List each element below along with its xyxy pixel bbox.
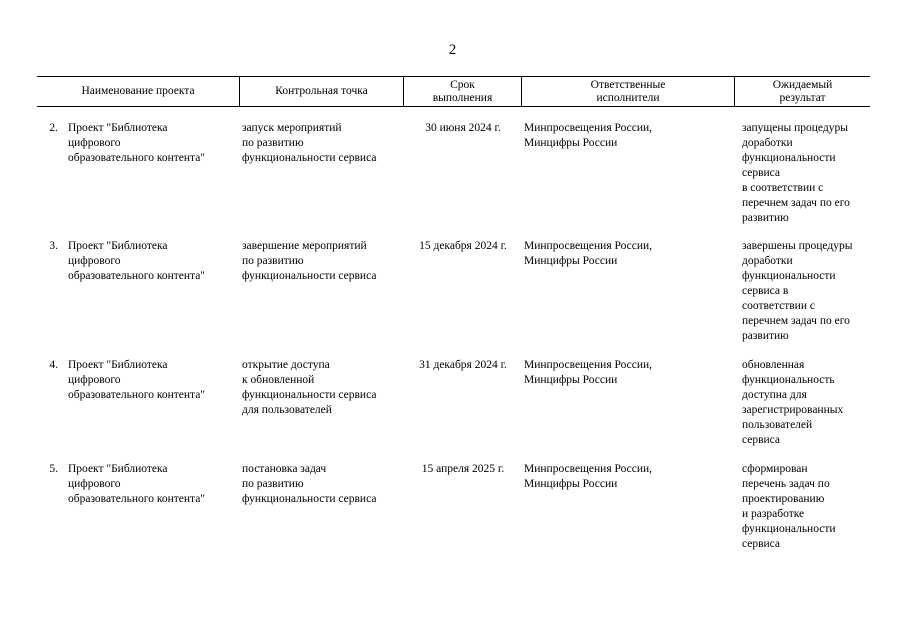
row-deadline: 30 июня 2024 г. (425, 122, 501, 134)
row-checkpoint: завершение мероприятий по развитию функциональности сервиса (242, 240, 377, 282)
header-executors: Ответственные исполнители (522, 77, 735, 106)
header-checkpoint: Контрольная точка (240, 77, 404, 106)
table-header (37, 77, 870, 106)
row-number: 4. (49, 359, 58, 371)
row-project-name: Проект "Библиотека цифрового образовательного контента" (68, 359, 205, 401)
row-project-name: Проект "Библиотека цифрового образовательного контента" (68, 463, 205, 505)
page-number: 2 (448, 42, 457, 58)
row-project-name: Проект "Библиотека цифрового образовательного контента" (68, 122, 205, 164)
row-executors: Минпросвещения России, Минцифры России (524, 122, 653, 149)
row-number: 5. (49, 463, 58, 475)
row-number: 3. (49, 240, 58, 252)
row-expected-result: запущены процедуры доработки функциональности сервиса в соответствии с перечнем задач по его развитию (742, 122, 850, 224)
row-expected-result: завершены процедуры доработки функциональности сервиса в соответствии с перечнем задач по его развитию (742, 240, 853, 342)
row-executors: Минпросвещения России, Минцифры России (524, 359, 653, 386)
row-number: 2. (49, 122, 58, 134)
row-expected-result: обновленная функциональность доступна для зарегистрированных пользователей сервиса (742, 359, 844, 446)
row-executors: Минпросвещения России, Минцифры России (524, 240, 653, 267)
header-expected-result: Ожидаемый результат (772, 78, 833, 104)
row-expected-result: сформирован перечень задач по проектированию и разработке функциональности сервиса (742, 463, 836, 550)
row-executors: Минпросвещения России, Минцифры России (524, 463, 653, 490)
row-project-name: Проект "Библиотека цифрового образовательного контента" (68, 240, 205, 282)
row-checkpoint: открытие доступа к обновленной функциональности сервиса для пользователей (242, 359, 377, 416)
row-checkpoint: запуск мероприятий по развитию функциональности сервиса (242, 122, 377, 164)
row-deadline: 31 декабря 2024 г. (419, 359, 507, 371)
header-deadline: Срок выполнения (404, 77, 522, 106)
header-project-name: Наименование проекта (37, 77, 240, 106)
row-deadline: 15 апреля 2025 г. (421, 463, 505, 475)
row-checkpoint: постановка задач по развитию функциональности сервиса (242, 463, 377, 505)
row-deadline: 15 декабря 2024 г. (419, 240, 507, 252)
table-header-bottom-rule (37, 106, 870, 107)
